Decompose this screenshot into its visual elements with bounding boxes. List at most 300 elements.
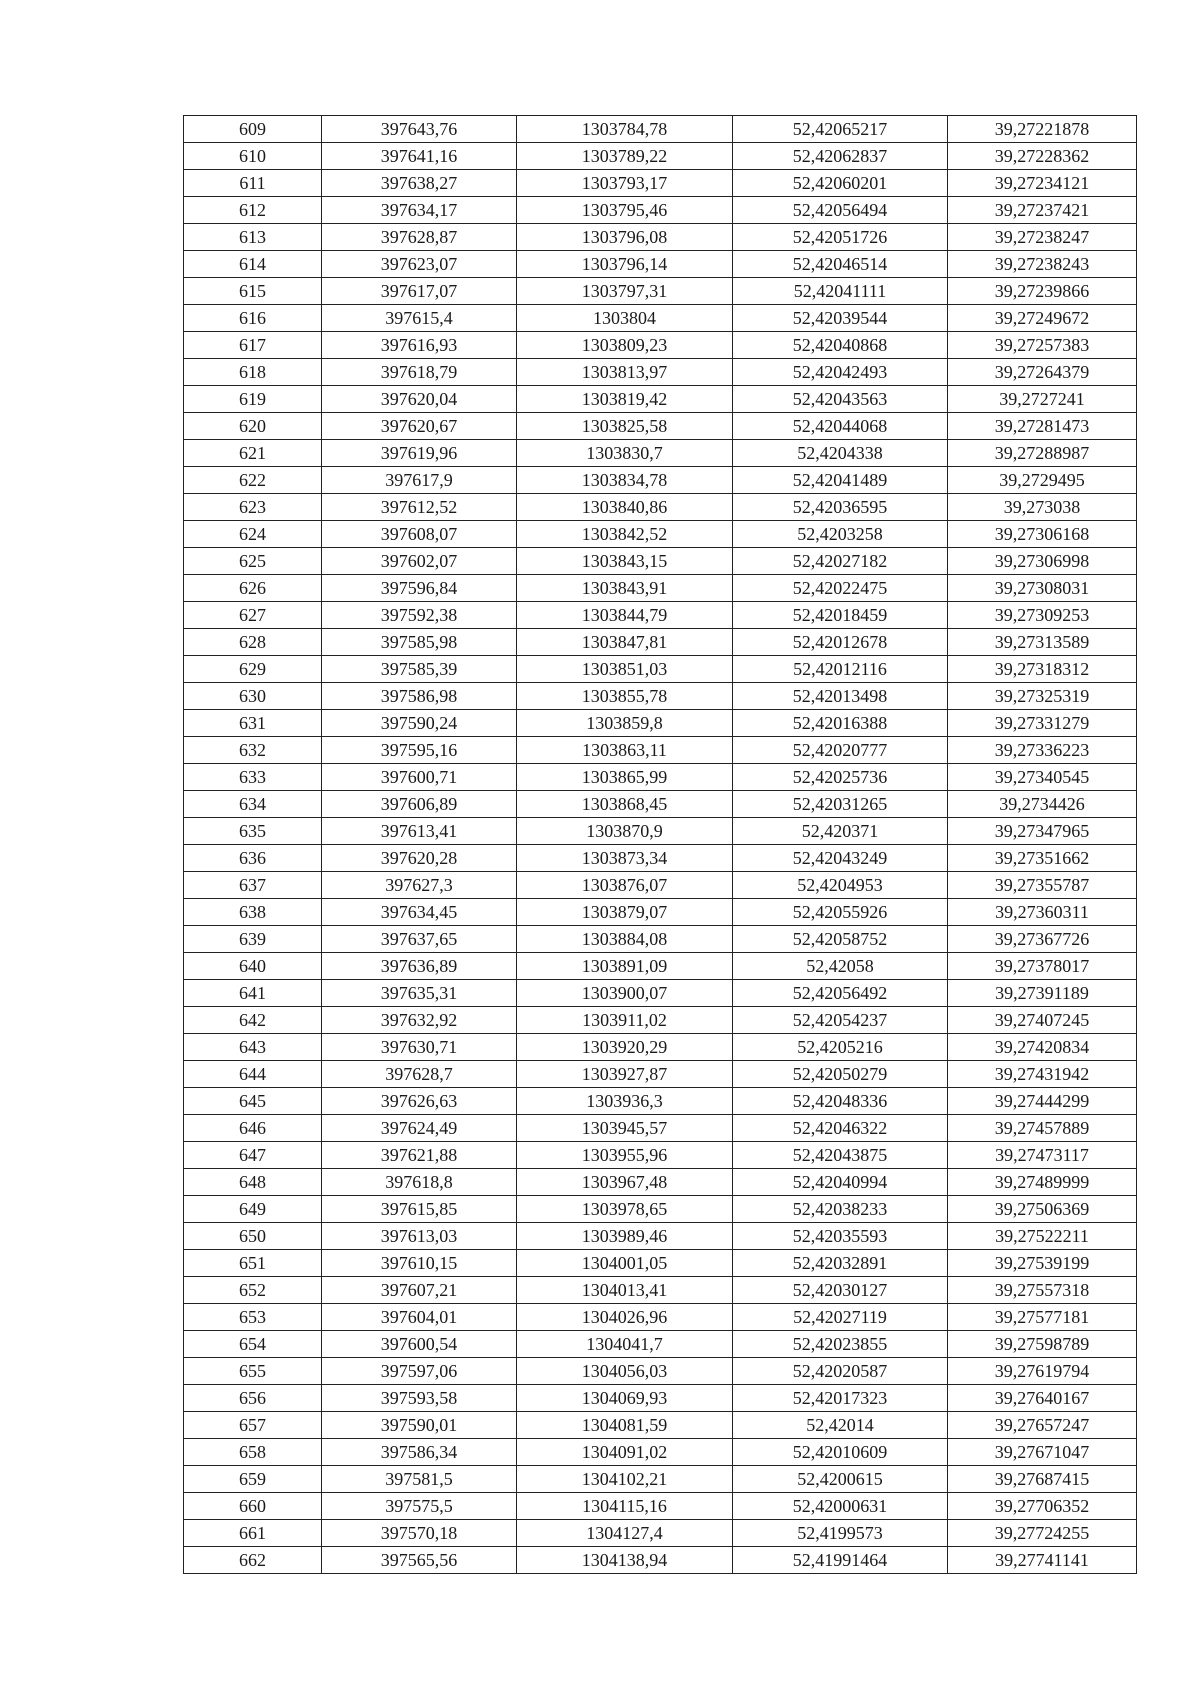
latitude-cell: 52,42017323 [733,1385,948,1412]
point-number-cell: 647 [184,1142,322,1169]
longitude-cell: 39,27407245 [948,1007,1137,1034]
table-row [184,197,1137,224]
latitude-cell: 52,42039544 [733,305,948,332]
table-row [184,1169,1137,1196]
table-row [184,467,1137,494]
longitude-cell: 39,27557318 [948,1277,1137,1304]
longitude-cell: 39,27306998 [948,548,1137,575]
x-coordinate-cell: 397581,5 [322,1466,517,1493]
latitude-cell: 52,4203258 [733,521,948,548]
point-number-cell: 662 [184,1547,322,1574]
latitude-cell: 52,42065217 [733,116,948,143]
x-coordinate-cell: 397585,39 [322,656,517,683]
latitude-cell: 52,42025736 [733,764,948,791]
table-row [184,575,1137,602]
point-number-cell: 639 [184,926,322,953]
y-coordinate-cell: 1303927,87 [517,1061,733,1088]
latitude-cell: 52,42027182 [733,548,948,575]
longitude-cell: 39,27522211 [948,1223,1137,1250]
latitude-cell: 52,42043563 [733,386,948,413]
point-number-cell: 612 [184,197,322,224]
latitude-cell: 52,42056494 [733,197,948,224]
x-coordinate-cell: 397575,5 [322,1493,517,1520]
y-coordinate-cell: 1303879,07 [517,899,733,926]
latitude-cell: 52,42058 [733,953,948,980]
x-coordinate-cell: 397602,07 [322,548,517,575]
table-row [184,1223,1137,1250]
latitude-cell: 52,4200615 [733,1466,948,1493]
table-row [184,224,1137,251]
longitude-cell: 39,27391189 [948,980,1137,1007]
longitude-cell: 39,27431942 [948,1061,1137,1088]
latitude-cell: 52,42031265 [733,791,948,818]
latitude-cell: 52,42018459 [733,602,948,629]
longitude-cell: 39,27706352 [948,1493,1137,1520]
table-row [184,359,1137,386]
y-coordinate-cell: 1304026,96 [517,1304,733,1331]
point-number-cell: 660 [184,1493,322,1520]
x-coordinate-cell: 397620,28 [322,845,517,872]
y-coordinate-cell: 1303813,97 [517,359,733,386]
table-row [184,1547,1137,1574]
latitude-cell: 52,42010609 [733,1439,948,1466]
table-row [184,1007,1137,1034]
table-row [184,494,1137,521]
longitude-cell: 39,27228362 [948,143,1137,170]
longitude-cell: 39,27308031 [948,575,1137,602]
point-number-cell: 644 [184,1061,322,1088]
x-coordinate-cell: 397615,4 [322,305,517,332]
table-row [184,1412,1137,1439]
latitude-cell: 52,42036595 [733,494,948,521]
table-row [184,332,1137,359]
x-coordinate-cell: 397585,98 [322,629,517,656]
longitude-cell: 39,27741141 [948,1547,1137,1574]
point-number-cell: 624 [184,521,322,548]
y-coordinate-cell: 1303795,46 [517,197,733,224]
table-row [184,737,1137,764]
longitude-cell: 39,27237421 [948,197,1137,224]
table-row [184,251,1137,278]
longitude-cell: 39,27489999 [948,1169,1137,1196]
latitude-cell: 52,42012116 [733,656,948,683]
longitude-cell: 39,27336223 [948,737,1137,764]
y-coordinate-cell: 1304013,41 [517,1277,733,1304]
y-coordinate-cell: 1304115,16 [517,1493,733,1520]
table-row [184,764,1137,791]
longitude-cell: 39,27444299 [948,1088,1137,1115]
table-row [184,170,1137,197]
x-coordinate-cell: 397620,04 [322,386,517,413]
longitude-cell: 39,27378017 [948,953,1137,980]
x-coordinate-cell: 397621,88 [322,1142,517,1169]
x-coordinate-cell: 397608,07 [322,521,517,548]
point-number-cell: 615 [184,278,322,305]
y-coordinate-cell: 1304041,7 [517,1331,733,1358]
longitude-cell: 39,27367726 [948,926,1137,953]
latitude-cell: 52,42040868 [733,332,948,359]
table-row [184,1034,1137,1061]
y-coordinate-cell: 1304102,21 [517,1466,733,1493]
point-number-cell: 610 [184,143,322,170]
y-coordinate-cell: 1303847,81 [517,629,733,656]
y-coordinate-cell: 1303796,14 [517,251,733,278]
latitude-cell: 52,42056492 [733,980,948,1007]
table-row [184,413,1137,440]
latitude-cell: 52,42050279 [733,1061,948,1088]
y-coordinate-cell: 1303884,08 [517,926,733,953]
y-coordinate-cell: 1303804 [517,305,733,332]
point-number-cell: 656 [184,1385,322,1412]
point-number-cell: 609 [184,116,322,143]
y-coordinate-cell: 1303978,65 [517,1196,733,1223]
point-number-cell: 616 [184,305,322,332]
table-row [184,791,1137,818]
latitude-cell: 52,4199573 [733,1520,948,1547]
point-number-cell: 631 [184,710,322,737]
latitude-cell: 52,42054237 [733,1007,948,1034]
x-coordinate-cell: 397620,67 [322,413,517,440]
longitude-cell: 39,27539199 [948,1250,1137,1277]
y-coordinate-cell: 1303868,45 [517,791,733,818]
point-number-cell: 630 [184,683,322,710]
longitude-cell: 39,27264379 [948,359,1137,386]
table-row [184,899,1137,926]
y-coordinate-cell: 1303865,99 [517,764,733,791]
y-coordinate-cell: 1303797,31 [517,278,733,305]
x-coordinate-cell: 397630,71 [322,1034,517,1061]
x-coordinate-cell: 397616,93 [322,332,517,359]
table-row [184,1304,1137,1331]
table-row [184,305,1137,332]
point-number-cell: 621 [184,440,322,467]
latitude-cell: 52,42042493 [733,359,948,386]
table-row [184,386,1137,413]
longitude-cell: 39,27313589 [948,629,1137,656]
table-row [184,1277,1137,1304]
y-coordinate-cell: 1303830,7 [517,440,733,467]
point-number-cell: 653 [184,1304,322,1331]
point-number-cell: 648 [184,1169,322,1196]
point-number-cell: 618 [184,359,322,386]
latitude-cell: 52,4204338 [733,440,948,467]
x-coordinate-cell: 397618,8 [322,1169,517,1196]
x-coordinate-cell: 397634,17 [322,197,517,224]
longitude-cell: 39,2729495 [948,467,1137,494]
longitude-cell: 39,27318312 [948,656,1137,683]
point-number-cell: 657 [184,1412,322,1439]
table-row [184,683,1137,710]
x-coordinate-cell: 397610,15 [322,1250,517,1277]
point-number-cell: 636 [184,845,322,872]
longitude-cell: 39,27221878 [948,116,1137,143]
point-number-cell: 643 [184,1034,322,1061]
y-coordinate-cell: 1304069,93 [517,1385,733,1412]
table-row [184,116,1137,143]
point-number-cell: 642 [184,1007,322,1034]
latitude-cell: 52,42041111 [733,278,948,305]
table-row [184,1142,1137,1169]
latitude-cell: 52,42016388 [733,710,948,737]
y-coordinate-cell: 1303955,96 [517,1142,733,1169]
x-coordinate-cell: 397590,01 [322,1412,517,1439]
table-row [184,278,1137,305]
point-number-cell: 654 [184,1331,322,1358]
table-row [184,980,1137,1007]
point-number-cell: 617 [184,332,322,359]
longitude-cell: 39,27473117 [948,1142,1137,1169]
latitude-cell: 52,42062837 [733,143,948,170]
point-number-cell: 620 [184,413,322,440]
longitude-cell: 39,27325319 [948,683,1137,710]
latitude-cell: 52,4204953 [733,872,948,899]
point-number-cell: 634 [184,791,322,818]
latitude-cell: 52,42038233 [733,1196,948,1223]
x-coordinate-cell: 397590,24 [322,710,517,737]
latitude-cell: 52,42022475 [733,575,948,602]
table-row [184,602,1137,629]
point-number-cell: 658 [184,1439,322,1466]
x-coordinate-cell: 397617,9 [322,467,517,494]
table-row [184,1520,1137,1547]
y-coordinate-cell: 1303863,11 [517,737,733,764]
y-coordinate-cell: 1303796,08 [517,224,733,251]
longitude-cell: 39,27577181 [948,1304,1137,1331]
table-row [184,872,1137,899]
latitude-cell: 52,42041489 [733,467,948,494]
x-coordinate-cell: 397643,76 [322,116,517,143]
table-row [184,548,1137,575]
point-number-cell: 622 [184,467,322,494]
table-row [184,1493,1137,1520]
x-coordinate-cell: 397626,63 [322,1088,517,1115]
y-coordinate-cell: 1303945,57 [517,1115,733,1142]
point-number-cell: 619 [184,386,322,413]
table-row [184,1088,1137,1115]
y-coordinate-cell: 1303989,46 [517,1223,733,1250]
latitude-cell: 52,42046514 [733,251,948,278]
y-coordinate-cell: 1303834,78 [517,467,733,494]
y-coordinate-cell: 1303825,58 [517,413,733,440]
point-number-cell: 611 [184,170,322,197]
latitude-cell: 52,42060201 [733,170,948,197]
latitude-cell: 52,4205216 [733,1034,948,1061]
x-coordinate-cell: 397624,49 [322,1115,517,1142]
x-coordinate-cell: 397628,7 [322,1061,517,1088]
longitude-cell: 39,2734426 [948,791,1137,818]
longitude-cell: 39,27457889 [948,1115,1137,1142]
x-coordinate-cell: 397637,65 [322,926,517,953]
latitude-cell: 52,42032891 [733,1250,948,1277]
table-row [184,710,1137,737]
longitude-cell: 39,2727241 [948,386,1137,413]
longitude-cell: 39,27281473 [948,413,1137,440]
point-number-cell: 652 [184,1277,322,1304]
latitude-cell: 52,42023855 [733,1331,948,1358]
longitude-cell: 39,27360311 [948,899,1137,926]
x-coordinate-cell: 397565,56 [322,1547,517,1574]
x-coordinate-cell: 397623,07 [322,251,517,278]
longitude-cell: 39,27249672 [948,305,1137,332]
y-coordinate-cell: 1303843,91 [517,575,733,602]
longitude-cell: 39,27351662 [948,845,1137,872]
point-number-cell: 650 [184,1223,322,1250]
table-row [184,629,1137,656]
longitude-cell: 39,27331279 [948,710,1137,737]
table-row [184,1439,1137,1466]
point-number-cell: 659 [184,1466,322,1493]
latitude-cell: 52,42020777 [733,737,948,764]
point-number-cell: 633 [184,764,322,791]
y-coordinate-cell: 1303793,17 [517,170,733,197]
latitude-cell: 52,42043249 [733,845,948,872]
x-coordinate-cell: 397597,06 [322,1358,517,1385]
table-row [184,818,1137,845]
point-number-cell: 614 [184,251,322,278]
point-number-cell: 661 [184,1520,322,1547]
y-coordinate-cell: 1303842,52 [517,521,733,548]
x-coordinate-cell: 397634,45 [322,899,517,926]
longitude-cell: 39,27671047 [948,1439,1137,1466]
latitude-cell: 52,42048336 [733,1088,948,1115]
point-number-cell: 635 [184,818,322,845]
y-coordinate-cell: 1303911,02 [517,1007,733,1034]
x-coordinate-cell: 397586,98 [322,683,517,710]
latitude-cell: 52,42013498 [733,683,948,710]
x-coordinate-cell: 397593,58 [322,1385,517,1412]
latitude-cell: 52,42046322 [733,1115,948,1142]
coordinates-table [183,115,1137,1574]
longitude-cell: 39,27238243 [948,251,1137,278]
coordinates-table-body [184,116,1137,1574]
y-coordinate-cell: 1303784,78 [517,116,733,143]
longitude-cell: 39,27619794 [948,1358,1137,1385]
point-number-cell: 649 [184,1196,322,1223]
x-coordinate-cell: 397607,21 [322,1277,517,1304]
latitude-cell: 52,42000631 [733,1493,948,1520]
x-coordinate-cell: 397628,87 [322,224,517,251]
table-row [184,1115,1137,1142]
y-coordinate-cell: 1304138,94 [517,1547,733,1574]
point-number-cell: 627 [184,602,322,629]
y-coordinate-cell: 1304001,05 [517,1250,733,1277]
longitude-cell: 39,27724255 [948,1520,1137,1547]
x-coordinate-cell: 397632,92 [322,1007,517,1034]
x-coordinate-cell: 397613,03 [322,1223,517,1250]
x-coordinate-cell: 397619,96 [322,440,517,467]
y-coordinate-cell: 1303789,22 [517,143,733,170]
point-number-cell: 637 [184,872,322,899]
latitude-cell: 52,42044068 [733,413,948,440]
table-row [184,143,1137,170]
longitude-cell: 39,27340545 [948,764,1137,791]
y-coordinate-cell: 1303873,34 [517,845,733,872]
point-number-cell: 629 [184,656,322,683]
y-coordinate-cell: 1303936,3 [517,1088,733,1115]
longitude-cell: 39,27598789 [948,1331,1137,1358]
y-coordinate-cell: 1303920,29 [517,1034,733,1061]
x-coordinate-cell: 397613,41 [322,818,517,845]
y-coordinate-cell: 1303859,8 [517,710,733,737]
point-number-cell: 646 [184,1115,322,1142]
point-number-cell: 632 [184,737,322,764]
y-coordinate-cell: 1303870,9 [517,818,733,845]
point-number-cell: 638 [184,899,322,926]
x-coordinate-cell: 397570,18 [322,1520,517,1547]
y-coordinate-cell: 1304056,03 [517,1358,733,1385]
x-coordinate-cell: 397596,84 [322,575,517,602]
table-row [184,1331,1137,1358]
latitude-cell: 52,42030127 [733,1277,948,1304]
table-row [184,953,1137,980]
latitude-cell: 52,41991464 [733,1547,948,1574]
table-row [184,1466,1137,1493]
y-coordinate-cell: 1303891,09 [517,953,733,980]
latitude-cell: 52,42035593 [733,1223,948,1250]
x-coordinate-cell: 397615,85 [322,1196,517,1223]
y-coordinate-cell: 1303840,86 [517,494,733,521]
point-number-cell: 623 [184,494,322,521]
x-coordinate-cell: 397635,31 [322,980,517,1007]
table-row [184,656,1137,683]
x-coordinate-cell: 397586,34 [322,1439,517,1466]
table-row [184,845,1137,872]
x-coordinate-cell: 397606,89 [322,791,517,818]
longitude-cell: 39,27306168 [948,521,1137,548]
x-coordinate-cell: 397636,89 [322,953,517,980]
point-number-cell: 613 [184,224,322,251]
longitude-cell: 39,27239866 [948,278,1137,305]
longitude-cell: 39,27238247 [948,224,1137,251]
longitude-cell: 39,27687415 [948,1466,1137,1493]
longitude-cell: 39,27420834 [948,1034,1137,1061]
y-coordinate-cell: 1303844,79 [517,602,733,629]
y-coordinate-cell: 1303819,42 [517,386,733,413]
table-row [184,521,1137,548]
latitude-cell: 52,42014 [733,1412,948,1439]
latitude-cell: 52,42027119 [733,1304,948,1331]
x-coordinate-cell: 397638,27 [322,170,517,197]
x-coordinate-cell: 397627,3 [322,872,517,899]
y-coordinate-cell: 1304091,02 [517,1439,733,1466]
point-number-cell: 645 [184,1088,322,1115]
y-coordinate-cell: 1303967,48 [517,1169,733,1196]
latitude-cell: 52,42058752 [733,926,948,953]
table-row [184,440,1137,467]
longitude-cell: 39,27234121 [948,170,1137,197]
x-coordinate-cell: 397612,52 [322,494,517,521]
y-coordinate-cell: 1303809,23 [517,332,733,359]
point-number-cell: 625 [184,548,322,575]
latitude-cell: 52,42040994 [733,1169,948,1196]
point-number-cell: 640 [184,953,322,980]
latitude-cell: 52,42055926 [733,899,948,926]
table-row [184,926,1137,953]
table-row [184,1250,1137,1277]
x-coordinate-cell: 397595,16 [322,737,517,764]
longitude-cell: 39,27657247 [948,1412,1137,1439]
table-row [184,1061,1137,1088]
longitude-cell: 39,27257383 [948,332,1137,359]
y-coordinate-cell: 1304127,4 [517,1520,733,1547]
point-number-cell: 628 [184,629,322,656]
latitude-cell: 52,42012678 [733,629,948,656]
y-coordinate-cell: 1304081,59 [517,1412,733,1439]
y-coordinate-cell: 1303855,78 [517,683,733,710]
x-coordinate-cell: 397600,71 [322,764,517,791]
latitude-cell: 52,42020587 [733,1358,948,1385]
x-coordinate-cell: 397641,16 [322,143,517,170]
